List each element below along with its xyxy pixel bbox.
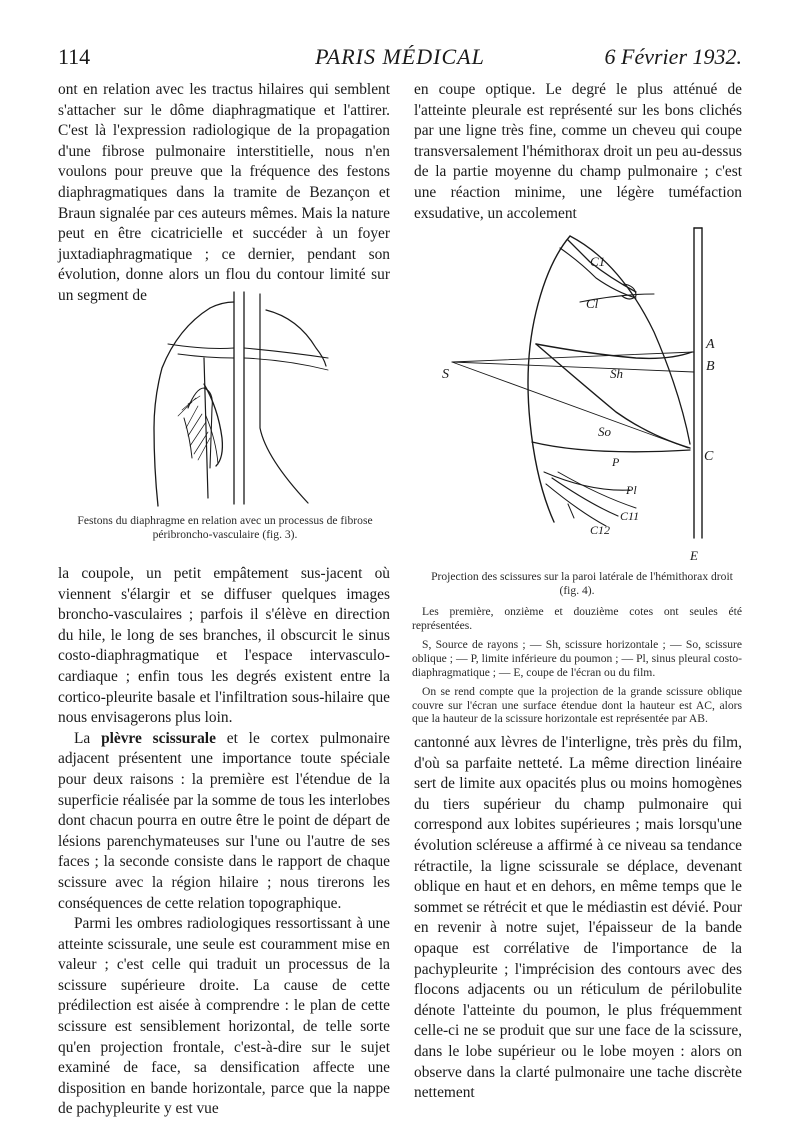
- label-sh: Sh: [610, 366, 623, 381]
- paragraph-rest: et le cortex pulmonaire adjacent présentent une importance toute spéciale pour deux raisons : la première est l'étendue de la superficie réalisée par la somme de tous les interlobes dont chacun pourra en outre être le point de départ de lésions parenchymateuses sur l'une ou l'autre de ses faces ; la seconde consiste dans le rapport de chaque scissure avec la région hilaire ; nous tirerons les conséquences de cette relation topographique.: [58, 729, 390, 912]
- issue-date: 6 Février 1932.: [604, 44, 742, 69]
- figure-3-drawing: [148, 288, 334, 508]
- label-e: E: [690, 548, 698, 563]
- label-s: S: [442, 367, 449, 382]
- label-c1: C1: [590, 254, 606, 269]
- left-column-top: [58, 80, 390, 307]
- paragraph: ont en relation avec les tractus hilaires qui semblent s'attacher sur le dôme diaphragmatique et l'attirer. C'est là l'expression radiologique de la propagation d'une fibrose pulmonaire interstitielle, nous n'en voulons pour preuve que la fréquence des festons diaphragmatiques dans la tramite de Bezançon et Braun signalée par ces auteurs mêmes. Mais la nature peut en être cicatricielle et succéder à un foyer juxtadiaphragmatique ; ce dernier, pendant son évolution, donne alors un flou du contour limité sur un segment de: [58, 81, 390, 304]
- paragraph: [58, 729, 390, 914]
- paragraph-lead: La: [74, 729, 102, 747]
- figure-4-caption-title: Projection des scissures sur la paroi latérale de l'hémithorax droit (fig. 4).: [431, 570, 733, 597]
- bold-term: plèvre scissurale: [101, 729, 216, 747]
- label-a: A: [706, 337, 715, 352]
- paragraph: la coupole, un petit empâtement sus-jacent où viennent s'élargir et se diffuser quelques images broncho-vasculaires ; parfois il s'élève en direction du hile, le long de ses branches, il obscurcit le sinus costo-diaphragmatique et l'espace intervasculo-cardiaque ; enfin tous les degrés existent entre la cortico-pleurite basale et l'infiltration sous-hilaire que nous envisagerons plus loin.: [58, 565, 390, 727]
- figure-4-caption-legend: S, Source de rayons ; — Sh, scissure horizontale ; — So, scissure oblique ; — P, limite inférieure du poumon ; — Pl, sinus pleural costo-diaphragmatique ; — E, coupe de l'écran ou du film.: [412, 638, 742, 679]
- running-header: [58, 44, 742, 74]
- figure-4-caption-note: Les première, onzième et douzième cotes ont seules été représentées.: [412, 605, 742, 632]
- figure-4-caption-explanation: On se rend compte que la projection de la grande scissure oblique couvre sur l'écran une surface étendue dont la hauteur est AC, alors que la hauteur de la scissure horizontale est représentée par AB.: [412, 685, 742, 726]
- figure-4-caption: [412, 570, 742, 732]
- left-column-bottom: [58, 564, 390, 1120]
- paragraph: en coupe optique. Le degré le plus atténué de l'atteinte pleurale est représenté sur les bons clichés par une ligne très fine, comme un cheveu qui coupe transversalement l'hémithorax droit un peu au-dessus de la partie moyenne du champ pulmonaire ; c'est une réaction minime, une légère tuméfaction exsudative, un accolement: [414, 81, 742, 222]
- label-c11: C11: [620, 509, 640, 523]
- figure-4-drawing: [440, 222, 740, 566]
- right-column-top: [414, 80, 742, 224]
- paragraph: cantonné aux lèvres de l'interligne, très près du film, d'où sa parfaite netteté. La même direction linéaire sert de limite aux opacités plus ou moins homogènes du tiers supérieur du champ pulmonaire qui correspond aux lobites supérieures ; mais lorsqu'une évolution scléreuse a affirmé à ce niveau sa tendance rétractile, la ligne scissurale se déplace, devenant oblique en haut et en dehors, en même temps que le sommet se rétrécit et que le médiastin est dévié. Pour en revenir à notre sujet, l'épaisseur de la bande opaque est corrélative de l'importance de la pachypleurite ; l'imprécision des contours avec des flocons adjacents ou un réticulum de périlobulite dénote l'atteinte du poumon, le plus fréquemment celle-ci ne se produit que sur une face de la scissure, dans le lobe supérieur ou le lobe moyen : alors on observe dans la clarté pulmonaire une tache discrète nettement: [414, 734, 742, 1102]
- page-number: 114: [58, 44, 91, 69]
- label-so: So: [598, 424, 611, 439]
- label-c12: C12: [590, 523, 611, 537]
- journal-title: PARIS MÉDICAL: [315, 44, 485, 69]
- label-c: C: [704, 449, 714, 464]
- figure-3-caption: Festons du diaphragme en relation avec un processus de fibrose péribroncho-vasculaire (fig. 3).: [77, 514, 373, 541]
- label-b: B: [706, 359, 715, 374]
- label-pl: Pl: [626, 483, 637, 497]
- right-column-bottom: [414, 733, 742, 1104]
- label-cl: Cl: [586, 296, 599, 311]
- label-p: P: [612, 455, 620, 469]
- paragraph: Parmi les ombres radiologiques ressortissant à une atteinte scissurale, une seule est couramment mise en valeur ; c'est celle qui traduit un processus de la scissure supérieure droite. La cause de cette prédilection est aisée à comprendre : le plan de cette scissure est sensiblement horizontal, de telle sorte qu'en projection frontale, c'est-à-dire sur le sujet examiné de face, sa densification affecte une disposition en bande horizontale, parce que la nappe de pachypleurite y est vue: [58, 915, 390, 1118]
